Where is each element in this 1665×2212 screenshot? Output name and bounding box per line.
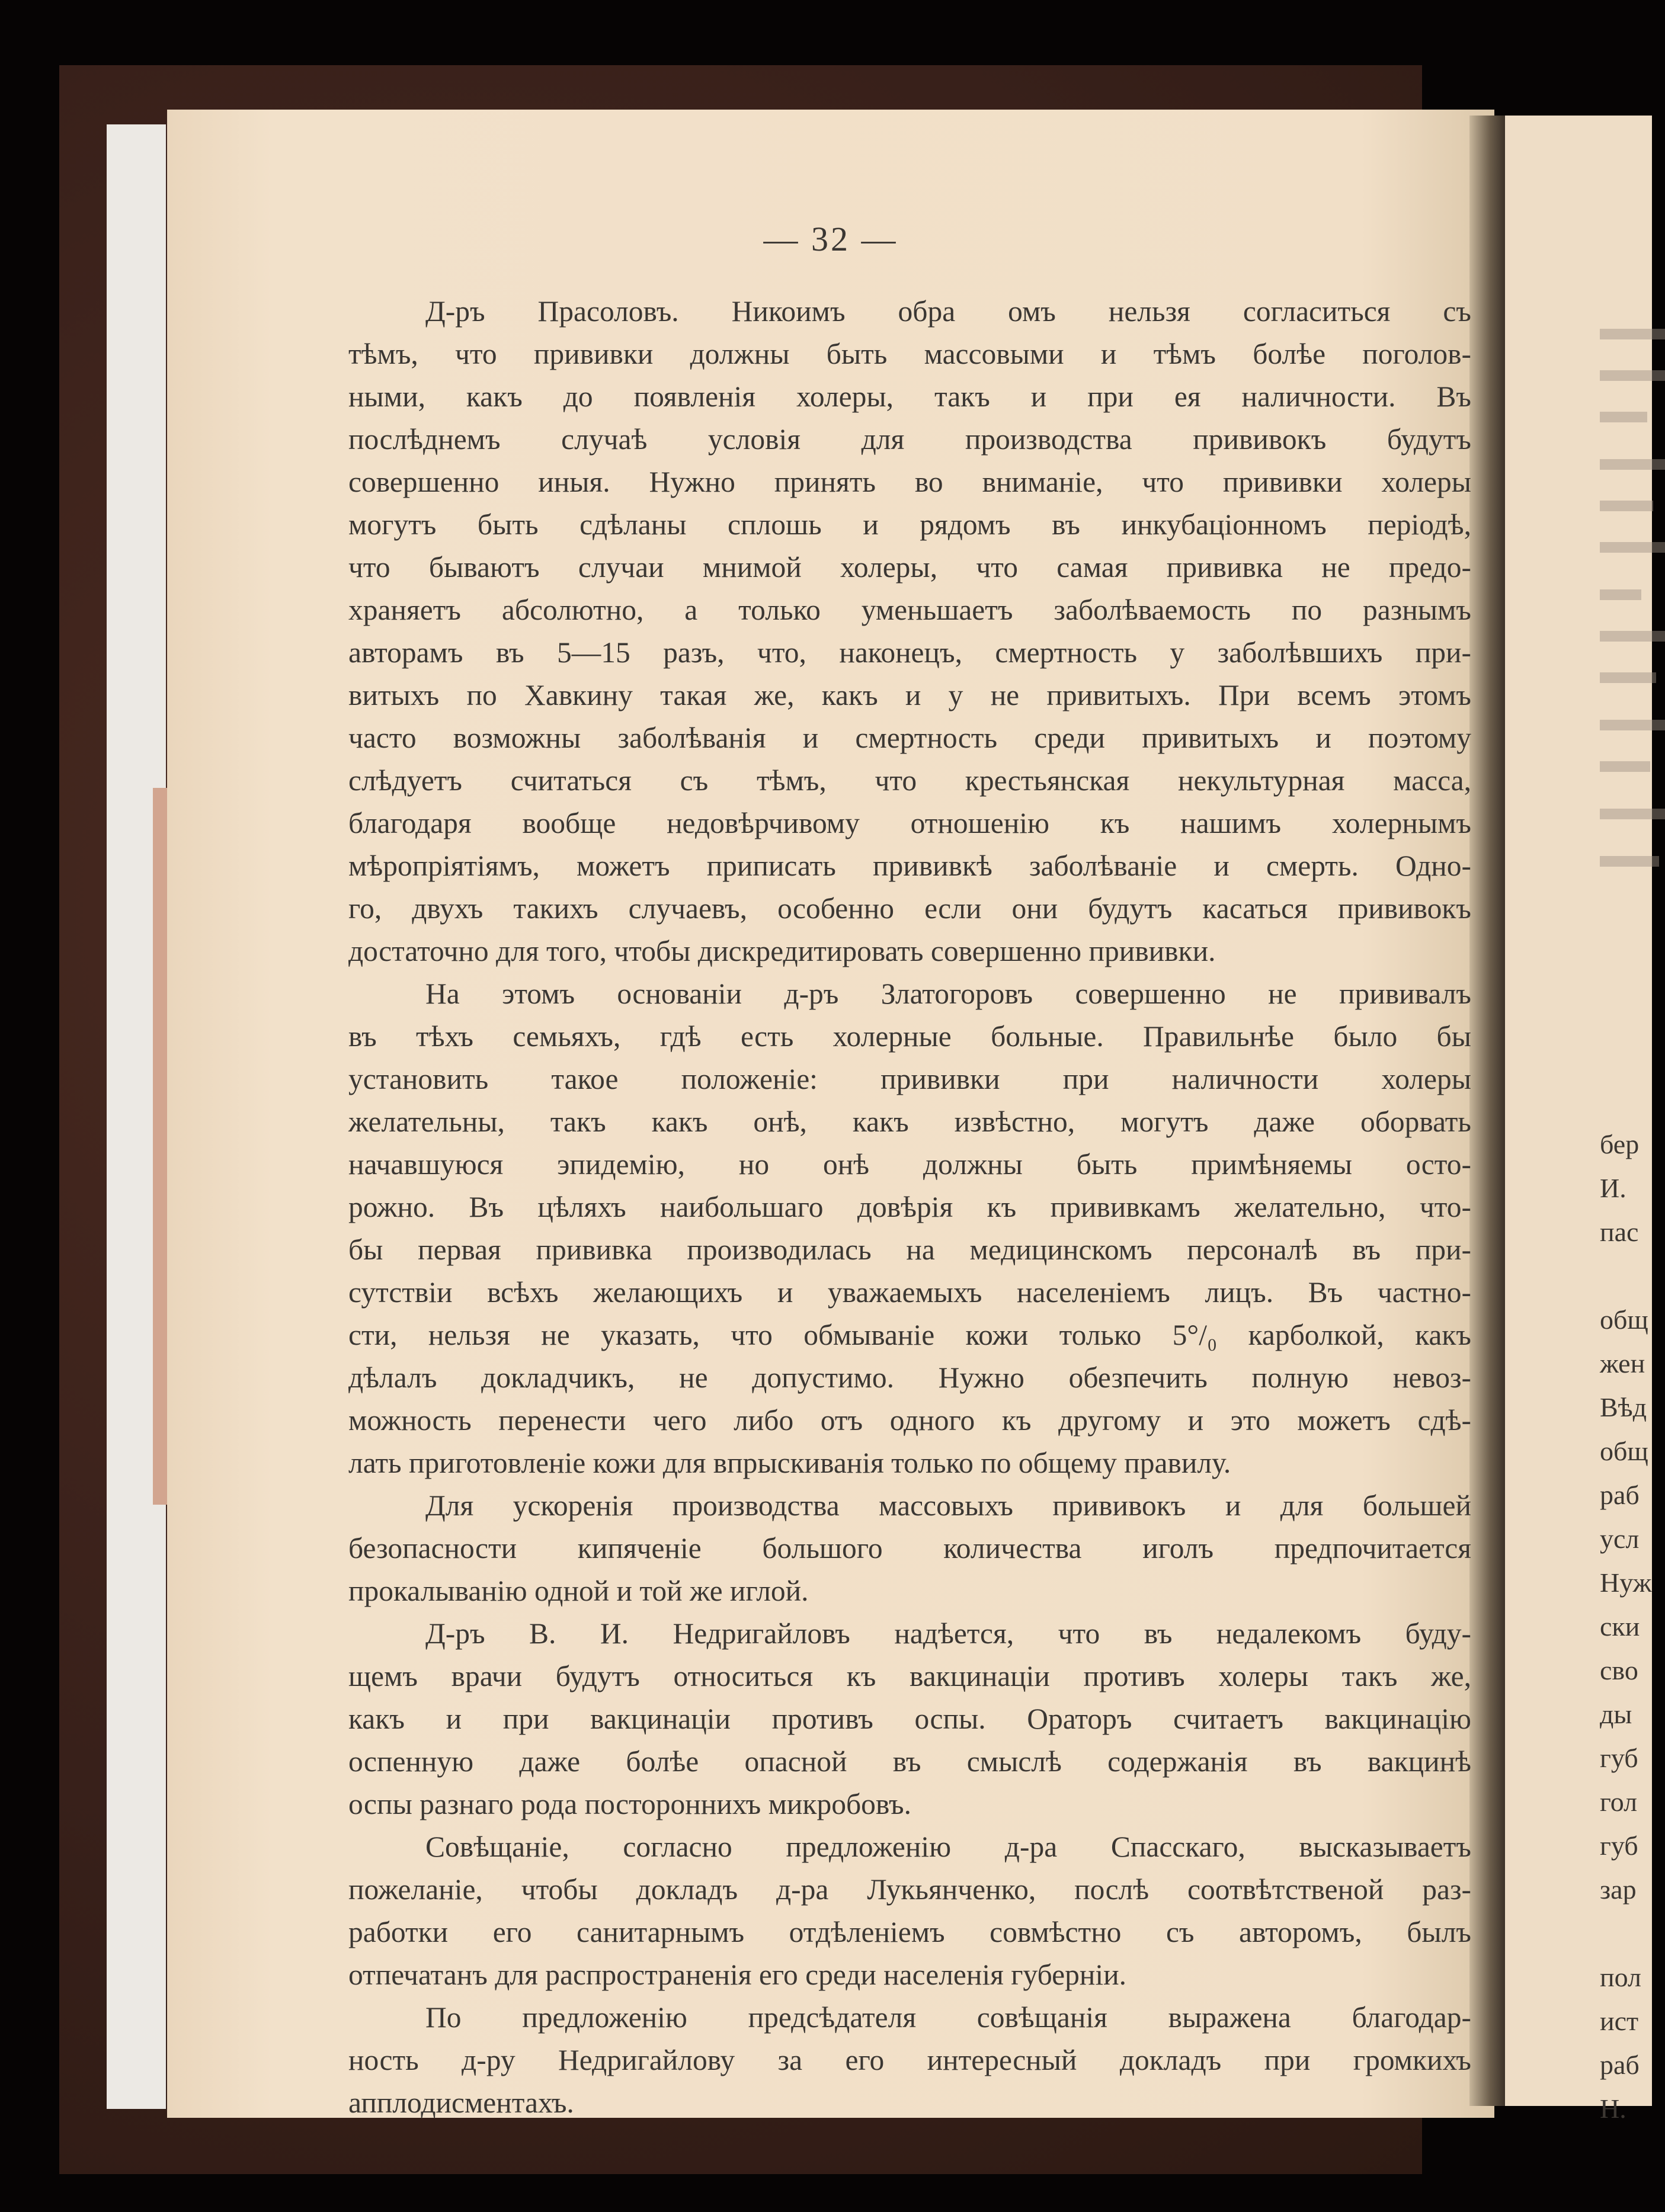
text-line: что бываютъ случаи мнимой холеры, что самая прививка не предо-: [348, 551, 1471, 584]
page-body-text: [348, 290, 1471, 2124]
text-line: бы первая прививка производилась на медицинскомъ персоналѣ въ при-: [348, 1233, 1471, 1266]
bookmark-strip: [153, 788, 167, 1505]
text-line: часто возможны заболѣванія и смертность среди привитыхъ и поэтому: [348, 722, 1471, 754]
text-line: совершенно иныя. Нужно принять во вниманіе, что прививки холеры: [348, 466, 1471, 498]
text-line: слѣдуетъ считаться съ тѣмъ, что крестьянская некультурная масса,: [348, 764, 1471, 797]
text-line: На этомъ основаніи д-ръ Златогоровъ совершенно не прививалъ: [425, 977, 1471, 1010]
text-line: тѣмъ, что прививки должны быть массовыми и тѣмъ болѣе поголов-: [348, 338, 1471, 370]
text-line: рожно. Въ цѣляхъ наибольшаго довѣрія къ прививкамъ желательно, что-: [348, 1191, 1471, 1223]
facing-page-fragment: Вѣд: [1600, 1392, 1647, 1422]
text-line: безопасности кипяченіе большого количества иголъ предпочитается: [348, 1532, 1471, 1565]
text-line: Совѣщаніе, согласно предложенію д-ра Спасскаго, высказываетъ: [425, 1830, 1471, 1863]
facing-page-fragment: пол: [1600, 1962, 1641, 1992]
text-line: оспы разнаго рода постороннихъ микробовъ.: [348, 1788, 911, 1820]
text-line: работки его санитарнымъ отдѣленіемъ совмѣстно съ авторомъ, былъ: [348, 1916, 1471, 1948]
text-line: желательны, такъ какъ онѣ, какъ извѣстно, могутъ даже оборвать: [348, 1105, 1471, 1138]
facing-page-fragment: бер: [1600, 1129, 1640, 1159]
text-line: храняетъ абсолютно, а только уменьшаетъ заболѣваемость по разнымъ: [348, 594, 1471, 626]
facing-page-fragment: усл: [1600, 1524, 1640, 1554]
facing-page-fragment: жен: [1600, 1348, 1645, 1379]
facing-page-fragment: общ: [1600, 1304, 1648, 1335]
text-line: авторамъ въ 5—15 разъ, что, наконецъ, смертность у заболѣвшихъ при-: [348, 636, 1471, 669]
facing-page-fragment: сво: [1600, 1655, 1638, 1685]
text-line: послѣднемъ случаѣ условія для производства прививокъ будутъ: [348, 423, 1471, 456]
facing-page-fragment: пас: [1600, 1217, 1639, 1247]
text-line: можность перенести чего либо отъ одного къ другому и это можетъ сдѣ-: [348, 1404, 1471, 1437]
text-line: ность д-ру Недригайлову за его интересный докладъ при громкихъ: [348, 2044, 1471, 2076]
text-line: отпечатанъ для распространенія его среди населенія губерніи.: [348, 1958, 1127, 1991]
text-line: прокалыванію одной и той же иглой.: [348, 1575, 809, 1607]
text-line: го, двухъ такихъ случаевъ, особенно если они будутъ касаться прививокъ: [348, 892, 1471, 925]
facing-page-fragment: Нуж: [1600, 1567, 1652, 1598]
text-line: дѣлалъ докладчикъ, не допустимо. Нужно обезпечить полную невоз-: [348, 1361, 1471, 1394]
facing-page-fragment: гол: [1600, 1787, 1638, 1817]
text-line: лать приготовленіе кожи для впрыскиванія только по общему правилу.: [348, 1447, 1231, 1479]
text-line: Для ускоренія производства массовыхъ прививокъ и для большей: [425, 1489, 1471, 1522]
facing-page-fragment: ски: [1600, 1611, 1640, 1642]
text-line: въ тѣхъ семьяхъ, гдѣ есть холерные больные. Правильнѣе было бы: [348, 1020, 1471, 1053]
facing-page-fragment: ды: [1600, 1699, 1632, 1729]
text-line: мѣропріятіямъ, можетъ приписать прививкѣ заболѣваніе и смерть. Одно-: [348, 849, 1471, 882]
text-line: установить такое положеніе: прививки при наличности холеры: [348, 1063, 1471, 1095]
text-line: витыхъ по Хавкину такая же, какъ и у не привитыхъ. При всемъ этомъ: [348, 679, 1471, 711]
facing-page-fragment: раб: [1600, 1480, 1640, 1510]
text-line: благодаря вообще недовѣрчивому отношенію къ нашимъ холернымъ: [348, 807, 1471, 839]
facing-page-fragment: Н.: [1600, 2094, 1626, 2124]
text-line: По предложенію предсѣдателя совѣщанія выражена благодар-: [425, 2001, 1471, 2034]
text-line: Д-ръ Прасоловъ. Никоимъ обра омъ нельзя согласиться съ: [425, 295, 1471, 328]
text-line: Д-ръ В. И. Недригайловъ надѣется, что въ недалекомъ буду-: [425, 1617, 1471, 1650]
facing-page-fragment: зар: [1600, 1874, 1637, 1905]
facing-page: [1505, 116, 1652, 2124]
facing-page-fragment: губ: [1600, 1743, 1638, 1773]
text-line: какъ и при вакцинаціи противъ оспы. Ораторъ считаетъ вакцинацію: [348, 1703, 1471, 1735]
text-line: сутствіи всѣхъ желающихъ и уважаемыхъ населеніемъ лицъ. Въ частно-: [348, 1276, 1471, 1309]
text-line: могутъ быть сдѣланы сплошь и рядомъ въ инкубаціонномъ періодѣ,: [348, 508, 1471, 541]
text-line: ными, какъ до появленія холеры, такъ и при ея наличности. Въ: [348, 380, 1471, 413]
facing-page-fragment: губ: [1600, 1830, 1638, 1861]
facing-page-fragment: общ: [1600, 1436, 1648, 1466]
facing-page-fragment: ист: [1600, 2006, 1639, 2036]
facing-page-fragment: И.: [1600, 1173, 1626, 1203]
text-line: оспенную даже болѣе опасной въ смыслѣ содержанія въ вакцинѣ: [348, 1745, 1471, 1778]
page-number: — 32 —: [763, 220, 898, 258]
text-line: щемъ врачи будутъ относиться къ вакцинаціи противъ холеры такъ же,: [348, 1660, 1471, 1692]
facing-page-fragment: раб: [1600, 2050, 1640, 2080]
text-line: начавшуюся эпидемію, но онѣ должны быть примѣняемы осто-: [348, 1148, 1471, 1181]
text-line: достаточно для того, чтобы дискредитировать совершенно прививки.: [348, 935, 1216, 967]
text-line: апплодисментахъ.: [348, 2086, 574, 2119]
text-line: сти, нельзя не указать, что обмываніе кожи только 5°/₀ карболкой, какъ: [348, 1319, 1471, 1351]
text-line: пожеланіе, чтобы докладъ д-ра Лукьянченко, послѣ соотвѣтственой раз-: [348, 1873, 1471, 1906]
